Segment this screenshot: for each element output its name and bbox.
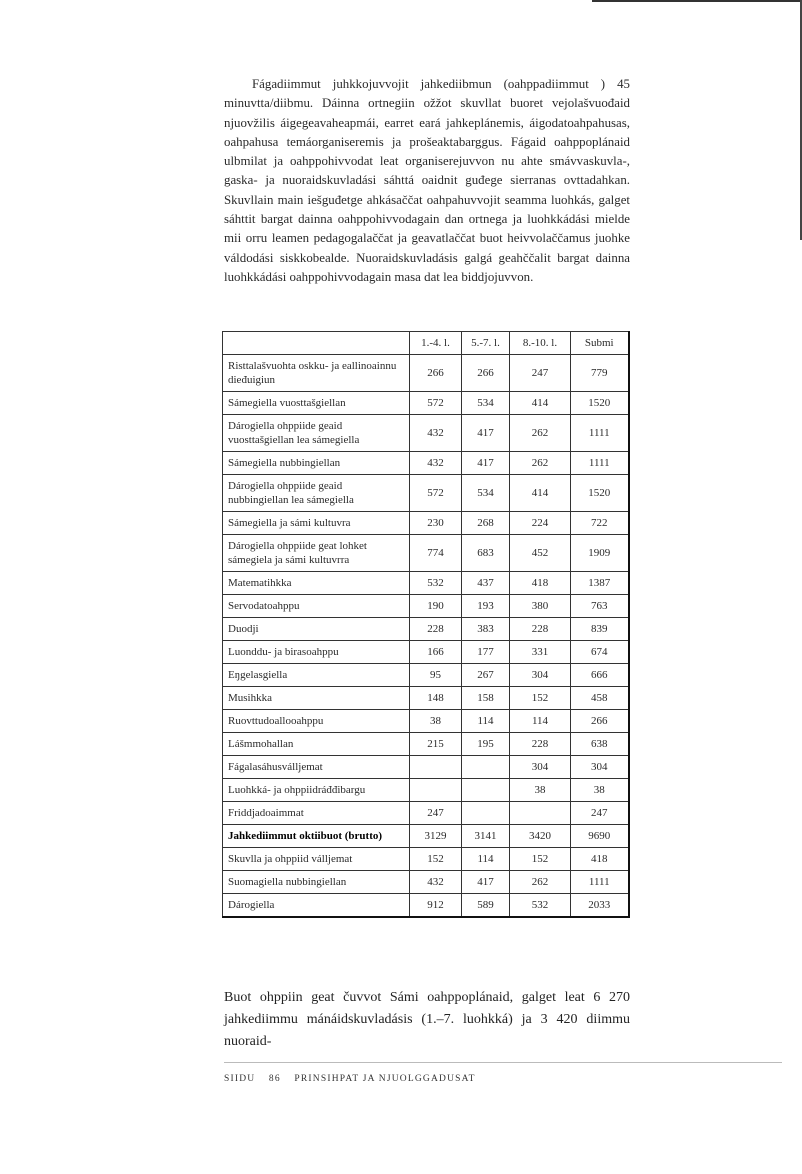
top-edge-line [592, 0, 802, 2]
cell-total: 1909 [571, 535, 629, 572]
outro-text: Buot ohppiin geat čuvvot Sámi oahppoplánaid, galget leat 6 270 jahkediimmu mánáidskuvladásis (1.–7. luohkká) ja 3 420 diimmu nuoraid- [224, 990, 630, 1049]
cell-grades-1-4: 572 [410, 392, 462, 415]
row-label: Luonddu- ja birasoahppu [223, 641, 410, 664]
cell-grades-5-7: 268 [462, 512, 510, 535]
cell-grades-1-4: 148 [410, 687, 462, 710]
cell-grades-5-7: 534 [462, 475, 510, 512]
cell-grades-1-4: 266 [410, 355, 462, 392]
cell-total: 763 [571, 595, 629, 618]
table-row [223, 894, 629, 918]
page-number: 86 [268, 1074, 281, 1084]
table-row [223, 452, 629, 475]
intro-text: Fágadiimmut juhkkojuvvojit jahkediibmun (oahppadiimmut ) 45 minuvtta/diibmu. Dáinna ortnegiin ožžot skuvllat buoret vejolašvuođaid njuovžilis áigegeavaheapmái, earret eará jahkeplánemis, áigodatoahpahusas, oahpahusa temáorganiseremis ja prošeaktabarggus. Fágaid oahppoplánaid ulbmilat ja oahppohivvodat leat organiserejuvvon nu ahte smávvaskuvla-, gaska- ja nuoraidskuvladási sáhttá oaidnit guđege sierranas ovttadahkan. Skuvllain main iešguđetge ahkásaččat oahpahuvvojit seamma luohkás, galget sáhttit bargat dainna oahppohivvodagain dan ortnega ja luohkkádási mielde mii orru leamen pedagogalaččat ja geavatlaččat buot heivvolaččamus juohke váldodási siskkobealde. Nuoraidskuvladásis galgá geahččalit bargat dainna luohkkádási oahppohivvodagain masa dat lea biddjojuvvon. [224, 77, 630, 284]
table-row [223, 848, 629, 871]
table-row [223, 756, 629, 779]
table-row [223, 664, 629, 687]
header-cell-grades-8-10: 8.-10. l. [510, 332, 571, 355]
cell-grades-8-10: 414 [510, 392, 571, 415]
cell-grades-1-4: 3129 [410, 825, 462, 848]
cell-total: 1387 [571, 572, 629, 595]
cell-total: 1520 [571, 392, 629, 415]
cell-grades-8-10: 152 [510, 848, 571, 871]
row-label: Fágalasáhusválljemat [223, 756, 410, 779]
row-label: Matematihkka [223, 572, 410, 595]
page-footer [224, 1074, 486, 1084]
cell-grades-5-7 [462, 779, 510, 802]
cell-grades-1-4: 912 [410, 894, 462, 918]
row-label: Musihkka [223, 687, 410, 710]
cell-total: 666 [571, 664, 629, 687]
cell-grades-1-4 [410, 756, 462, 779]
cell-total: 266 [571, 710, 629, 733]
cell-total: 779 [571, 355, 629, 392]
cell-grades-8-10: 247 [510, 355, 571, 392]
row-label: Duodji [223, 618, 410, 641]
cell-grades-8-10: 304 [510, 664, 571, 687]
cell-grades-5-7: 683 [462, 535, 510, 572]
cell-total: 1111 [571, 452, 629, 475]
cell-grades-5-7: 266 [462, 355, 510, 392]
row-label: Dárogiella ohppiide geat lohket sámegiela ja sámi kultuvrra [223, 535, 410, 572]
cell-total: 458 [571, 687, 629, 710]
cell-grades-1-4: 432 [410, 415, 462, 452]
cell-grades-8-10: 262 [510, 415, 571, 452]
row-label: Dárogiella ohppiide geaid nubbingiellan lea sámegiella [223, 475, 410, 512]
row-label: Sámegiella nubbingiellan [223, 452, 410, 475]
header-cell-total: Submi [571, 332, 629, 355]
cell-total: 1111 [571, 415, 629, 452]
row-label: Sámegiella vuosttašgiellan [223, 392, 410, 415]
table-row [223, 618, 629, 641]
cell-grades-1-4 [410, 779, 462, 802]
cell-total: 722 [571, 512, 629, 535]
outro-paragraph [224, 987, 630, 1053]
row-label: Friddjadoaimmat [223, 802, 410, 825]
cell-grades-8-10: 304 [510, 756, 571, 779]
cell-grades-5-7 [462, 756, 510, 779]
table-row [223, 512, 629, 535]
table-row [223, 355, 629, 392]
cell-grades-5-7: 267 [462, 664, 510, 687]
cell-total: 304 [571, 756, 629, 779]
header-cell-grades-1-4: 1.-4. l. [410, 332, 462, 355]
row-label: Luohkká- ja ohppiidráđđibargu [223, 779, 410, 802]
cell-grades-1-4: 38 [410, 710, 462, 733]
table-row [223, 535, 629, 572]
cell-grades-8-10: 152 [510, 687, 571, 710]
row-label: Suomagiella nubbingiellan [223, 871, 410, 894]
cell-total: 247 [571, 802, 629, 825]
cell-grades-5-7: 177 [462, 641, 510, 664]
cell-grades-8-10: 228 [510, 733, 571, 756]
row-label: Eŋgelasgiella [223, 664, 410, 687]
row-label: Dárogiella ohppiide geaid vuosttašgiellan lea sámegiella [223, 415, 410, 452]
table-header-row [223, 332, 629, 355]
cell-total: 2033 [571, 894, 629, 918]
cell-grades-1-4: 215 [410, 733, 462, 756]
header-cell-empty [223, 332, 410, 355]
cell-total: 1520 [571, 475, 629, 512]
cell-grades-1-4: 166 [410, 641, 462, 664]
header-cell-grades-5-7: 5.-7. l. [462, 332, 510, 355]
cell-grades-5-7: 417 [462, 415, 510, 452]
hours-table [222, 331, 630, 918]
cell-total: 674 [571, 641, 629, 664]
cell-grades-1-4: 247 [410, 802, 462, 825]
cell-grades-8-10: 418 [510, 572, 571, 595]
cell-grades-8-10: 452 [510, 535, 571, 572]
cell-grades-1-4: 152 [410, 848, 462, 871]
cell-grades-8-10 [510, 802, 571, 825]
cell-grades-8-10: 224 [510, 512, 571, 535]
cell-grades-8-10: 331 [510, 641, 571, 664]
cell-grades-5-7: 417 [462, 871, 510, 894]
cell-grades-8-10: 114 [510, 710, 571, 733]
table-row [223, 871, 629, 894]
cell-grades-5-7: 589 [462, 894, 510, 918]
cell-grades-8-10: 262 [510, 452, 571, 475]
table-row [223, 733, 629, 756]
table-row [223, 802, 629, 825]
cell-grades-5-7: 417 [462, 452, 510, 475]
row-label: Skuvlla ja ohppiid válljemat [223, 848, 410, 871]
row-label: Risttalašvuohta oskku- ja eallinoainnu dieđuigiun [223, 355, 410, 392]
row-label: Ruovttudoallooahppu [223, 710, 410, 733]
cell-grades-8-10: 228 [510, 618, 571, 641]
cell-grades-1-4: 228 [410, 618, 462, 641]
table-row [223, 415, 629, 452]
cell-total: 638 [571, 733, 629, 756]
row-label: Jahkediimmut oktiibuot (brutto) [223, 825, 410, 848]
cell-grades-8-10: 414 [510, 475, 571, 512]
cell-grades-1-4: 190 [410, 595, 462, 618]
cell-grades-1-4: 432 [410, 452, 462, 475]
cell-grades-1-4: 230 [410, 512, 462, 535]
table-row [223, 641, 629, 664]
cell-grades-5-7: 195 [462, 733, 510, 756]
cell-grades-1-4: 432 [410, 871, 462, 894]
cell-total: 38 [571, 779, 629, 802]
table-row [223, 475, 629, 512]
cell-grades-5-7: 114 [462, 848, 510, 871]
intro-paragraph [224, 75, 630, 287]
cell-grades-1-4: 572 [410, 475, 462, 512]
cell-total: 9690 [571, 825, 629, 848]
cell-total: 839 [571, 618, 629, 641]
row-label: Servodatoahppu [223, 595, 410, 618]
table-row [223, 710, 629, 733]
cell-grades-5-7 [462, 802, 510, 825]
cell-grades-5-7: 3141 [462, 825, 510, 848]
table-row [223, 392, 629, 415]
cell-grades-5-7: 193 [462, 595, 510, 618]
table-row [223, 779, 629, 802]
cell-grades-5-7: 114 [462, 710, 510, 733]
row-label: Sámegiella ja sámi kultuvra [223, 512, 410, 535]
table-row-total [223, 825, 629, 848]
row-label: Dárogiella [223, 894, 410, 918]
cell-total: 418 [571, 848, 629, 871]
cell-grades-8-10: 38 [510, 779, 571, 802]
cell-grades-5-7: 383 [462, 618, 510, 641]
cell-grades-5-7: 437 [462, 572, 510, 595]
cell-grades-5-7: 534 [462, 392, 510, 415]
cell-grades-1-4: 532 [410, 572, 462, 595]
cell-grades-8-10: 3420 [510, 825, 571, 848]
cell-grades-5-7: 158 [462, 687, 510, 710]
row-label: Lášmmohallan [223, 733, 410, 756]
footer-title: PRINSIHPAT JA NJUOLGGADUSAT [294, 1074, 476, 1084]
table-row [223, 687, 629, 710]
cell-grades-1-4: 774 [410, 535, 462, 572]
cell-grades-8-10: 262 [510, 871, 571, 894]
footer-section-label: SIIDU [224, 1074, 256, 1084]
footer-divider [224, 1062, 782, 1063]
table-row [223, 572, 629, 595]
cell-grades-8-10: 380 [510, 595, 571, 618]
cell-grades-8-10: 532 [510, 894, 571, 918]
cell-total: 1111 [571, 871, 629, 894]
table-row [223, 595, 629, 618]
cell-grades-1-4: 95 [410, 664, 462, 687]
